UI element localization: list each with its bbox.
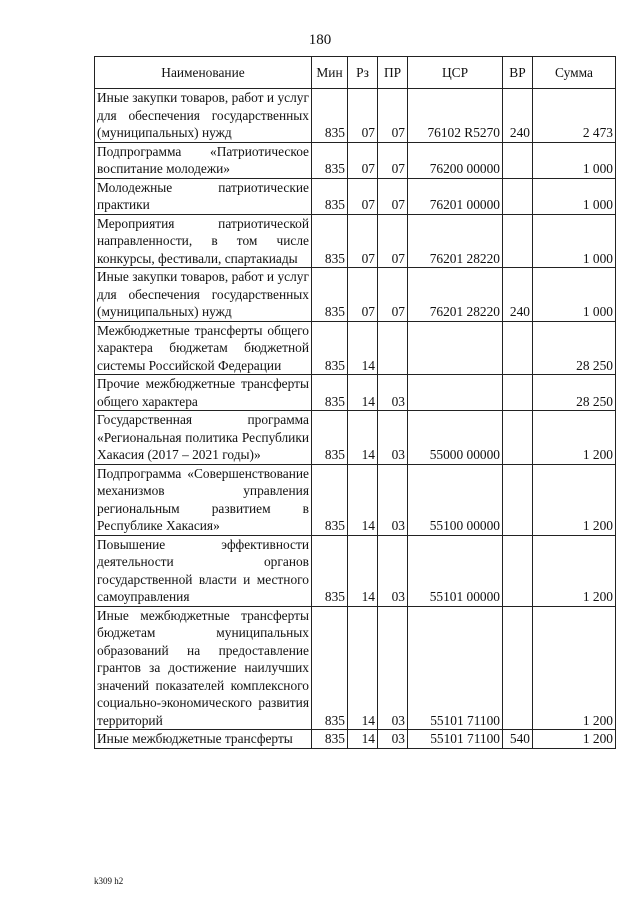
header-sum: Сумма — [533, 57, 616, 89]
cell-sum: 1 200 — [533, 535, 616, 606]
cell-vr — [503, 464, 533, 535]
cell-sum: 1 000 — [533, 142, 616, 178]
cell-vr — [503, 214, 533, 268]
cell-min: 835 — [312, 321, 348, 375]
cell-rz: 07 — [348, 178, 378, 214]
page-number: 180 — [308, 32, 332, 48]
cell-name: Межбюджетные трансферты общего характера бюджетам бюджетной системы Российской Федерации — [95, 321, 312, 375]
cell-name: Мероприятия патриотической направленности, в том числе конкурсы, фестивали, спартакиады — [95, 214, 312, 268]
header-vr: ВР — [503, 57, 533, 89]
cell-sum: 2 473 — [533, 89, 616, 143]
cell-csr: 55101 71100 — [408, 730, 503, 749]
header-rz: Рз — [348, 57, 378, 89]
cell-rz: 14 — [348, 411, 378, 465]
footer-code: k309 h2 — [94, 876, 124, 886]
cell-name: Государственная программа «Региональная политика Республики Хакасия (2017 – 2021 годы)» — [95, 411, 312, 465]
cell-pr: 03 — [378, 730, 408, 749]
cell-sum: 1 200 — [533, 730, 616, 749]
table-row — [95, 730, 616, 749]
cell-csr — [408, 375, 503, 411]
cell-pr: 03 — [378, 464, 408, 535]
cell-csr — [408, 321, 503, 375]
cell-sum: 1 200 — [533, 464, 616, 535]
cell-min: 835 — [312, 535, 348, 606]
cell-vr: 240 — [503, 89, 533, 143]
cell-csr: 76102 R5270 — [408, 89, 503, 143]
table-row — [95, 321, 616, 375]
cell-csr: 55101 71100 — [408, 606, 503, 730]
cell-vr — [503, 411, 533, 465]
cell-rz: 07 — [348, 89, 378, 143]
cell-min: 835 — [312, 178, 348, 214]
cell-min: 835 — [312, 606, 348, 730]
table-row — [95, 178, 616, 214]
budget-table — [94, 56, 616, 749]
cell-rz: 07 — [348, 142, 378, 178]
cell-sum: 1 000 — [533, 214, 616, 268]
cell-rz: 14 — [348, 464, 378, 535]
cell-csr: 55100 00000 — [408, 464, 503, 535]
cell-vr: 540 — [503, 730, 533, 749]
cell-min: 835 — [312, 268, 348, 322]
cell-min: 835 — [312, 214, 348, 268]
cell-vr — [503, 375, 533, 411]
cell-sum: 1 000 — [533, 178, 616, 214]
table-row — [95, 142, 616, 178]
cell-name: Иные закупки товаров, работ и услуг для обеспечения государственных (муниципальных) нужд — [95, 268, 312, 322]
header-name: Наименование — [95, 57, 312, 89]
cell-name: Прочие межбюджетные трансферты общего характера — [95, 375, 312, 411]
cell-pr: 03 — [378, 535, 408, 606]
cell-sum: 1 200 — [533, 411, 616, 465]
cell-min: 835 — [312, 89, 348, 143]
table-row — [95, 375, 616, 411]
cell-rz: 14 — [348, 730, 378, 749]
cell-vr: 240 — [503, 268, 533, 322]
cell-csr: 55000 00000 — [408, 411, 503, 465]
cell-rz: 07 — [348, 268, 378, 322]
cell-csr: 76201 00000 — [408, 178, 503, 214]
cell-sum: 28 250 — [533, 321, 616, 375]
cell-name: Иные межбюджетные трансферты бюджетам муниципальных образований на предоставление грантов за достижение наилучших значений показателей комплексного социально-экономического развития территорий — [95, 606, 312, 730]
cell-min: 835 — [312, 411, 348, 465]
cell-name: Подпрограмма «Патриотическое воспитание молодежи» — [95, 142, 312, 178]
cell-rz: 14 — [348, 321, 378, 375]
cell-min: 835 — [312, 730, 348, 749]
cell-sum: 1 200 — [533, 606, 616, 730]
cell-min: 835 — [312, 375, 348, 411]
cell-name: Повышение эффективности деятельности органов государственной власти и местного самоуправления — [95, 535, 312, 606]
table-row — [95, 214, 616, 268]
cell-name: Подпрограмма «Совершенствование механизмов управления региональным развитием в Республике Хакасия» — [95, 464, 312, 535]
cell-name: Иные закупки товаров, работ и услуг для обеспечения государственных (муниципальных) нужд — [95, 89, 312, 143]
cell-rz: 14 — [348, 535, 378, 606]
cell-pr: 03 — [378, 606, 408, 730]
cell-vr — [503, 321, 533, 375]
cell-sum: 28 250 — [533, 375, 616, 411]
table-row — [95, 535, 616, 606]
table-header-row — [95, 57, 616, 89]
header-min: Мин — [312, 57, 348, 89]
header-csr: ЦСР — [408, 57, 503, 89]
cell-rz: 14 — [348, 375, 378, 411]
cell-min: 835 — [312, 142, 348, 178]
cell-vr — [503, 178, 533, 214]
cell-csr: 76201 28220 — [408, 214, 503, 268]
cell-name: Молодежные патриотические практики — [95, 178, 312, 214]
cell-rz: 07 — [348, 214, 378, 268]
cell-pr: 07 — [378, 142, 408, 178]
cell-pr — [378, 321, 408, 375]
table-row — [95, 268, 616, 322]
cell-pr: 07 — [378, 89, 408, 143]
cell-pr: 07 — [378, 214, 408, 268]
cell-csr: 76200 00000 — [408, 142, 503, 178]
cell-pr: 07 — [378, 178, 408, 214]
cell-vr — [503, 142, 533, 178]
table-row — [95, 464, 616, 535]
cell-sum: 1 000 — [533, 268, 616, 322]
table-row — [95, 411, 616, 465]
cell-pr: 03 — [378, 375, 408, 411]
cell-pr: 07 — [378, 268, 408, 322]
table-row — [95, 89, 616, 143]
cell-csr: 55101 00000 — [408, 535, 503, 606]
cell-vr — [503, 535, 533, 606]
table-row — [95, 606, 616, 730]
cell-csr: 76201 28220 — [408, 268, 503, 322]
cell-min: 835 — [312, 464, 348, 535]
cell-name: Иные межбюджетные трансферты — [95, 730, 312, 749]
cell-pr: 03 — [378, 411, 408, 465]
cell-vr — [503, 606, 533, 730]
header-pr: ПР — [378, 57, 408, 89]
cell-rz: 14 — [348, 606, 378, 730]
